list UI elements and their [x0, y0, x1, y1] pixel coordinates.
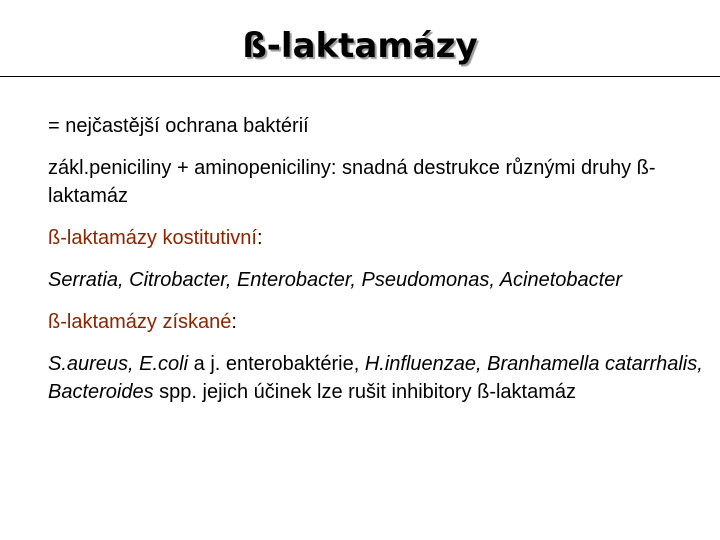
- acquired-organisms-part-3: H.influenzae, Branhamella catarrhalis, Bacteroides: [48, 353, 703, 403]
- definition-line: = nejčastější ochrana baktérií: [48, 115, 309, 137]
- acquired-heading: [48, 308, 714, 336]
- acquired-colon: :: [231, 311, 237, 333]
- constitutive-colon: :: [256, 227, 263, 249]
- acquired-label: ß-laktamázy získané: [48, 311, 232, 333]
- penicillin-note: zákl.peniciliny + aminopeniciliny: snadná destrukce různými druhy ß-laktamáz: [48, 157, 656, 207]
- constitutive-organisms: Serratia, Citrobacter, Enterobacter, Pseudomonas, Acinetobacter: [48, 269, 623, 291]
- acquired-organisms-part-2: a j. enterobaktérie,: [188, 353, 365, 375]
- acquired-organisms-part-4: spp. jejich účinek lze rušit inhibitory ß-laktamáz: [153, 381, 577, 403]
- constitutive-label: ß-laktamázy kostitutivní: [48, 227, 257, 249]
- constitutive-heading: [48, 224, 714, 252]
- title-divider: [0, 76, 720, 77]
- slide-body: [48, 112, 714, 420]
- slide-title: ß-laktamázy: [242, 26, 478, 66]
- acquired-organisms: [48, 350, 714, 406]
- acquired-organisms-part-1: S.aureus, E.coli: [48, 353, 189, 375]
